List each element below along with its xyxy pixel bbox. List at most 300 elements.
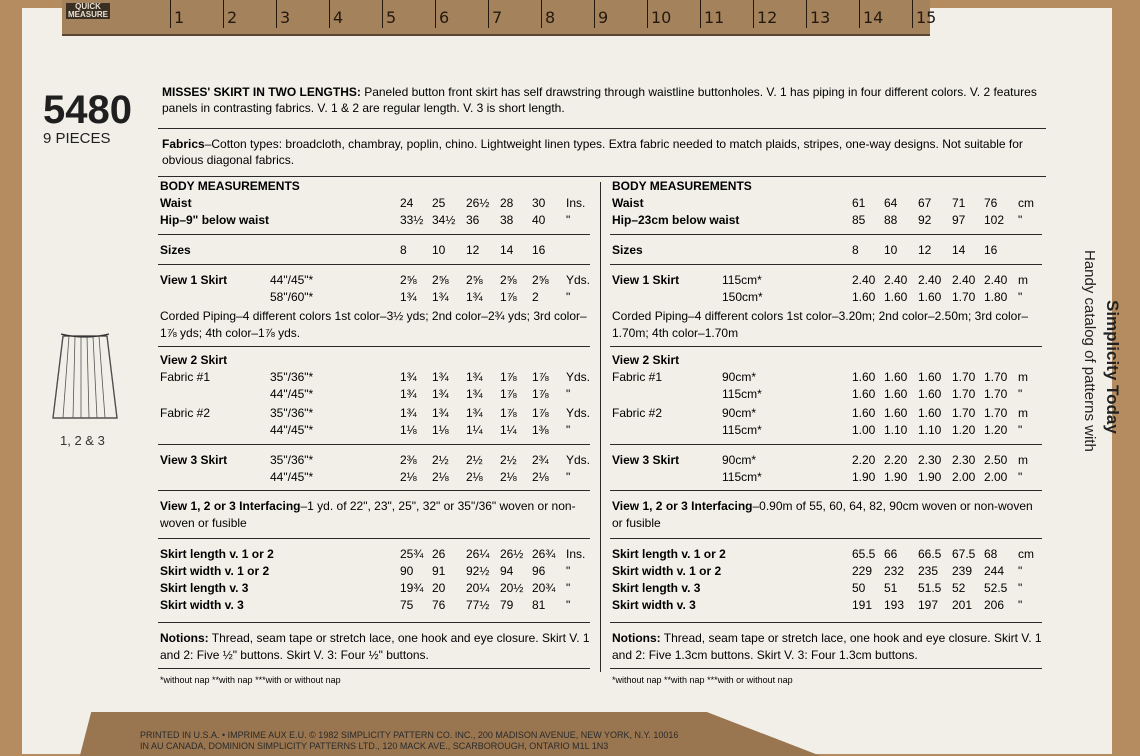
width-label: 58"/60"* — [270, 290, 314, 304]
value-cell: 2½ — [466, 453, 483, 467]
value-cell: 1⅛ — [400, 423, 417, 437]
value-cell: 51.5 — [918, 581, 942, 595]
value-cell: 97 — [952, 213, 966, 227]
value-cell: 2.40 — [884, 273, 908, 287]
unit-cell: Ins. — [566, 196, 586, 210]
value-cell: 1.70 — [952, 406, 976, 420]
value-cell: 1⅛ — [432, 423, 449, 437]
piece-count: 9 PIECES — [43, 130, 111, 147]
row-label: View 1 Skirt — [612, 273, 680, 287]
width-label: 115cm* — [722, 423, 762, 437]
row-label: Fabric #1 — [612, 370, 663, 384]
unit-cell: " — [566, 581, 571, 595]
value-cell: 1¾ — [432, 370, 449, 384]
value-cell: 2⅛ — [532, 470, 549, 484]
width-label: 44"/45"* — [270, 387, 314, 401]
value-cell: 2⅝ — [466, 273, 483, 287]
width-label: 90cm* — [722, 406, 757, 420]
ruler-number: 6 — [439, 8, 450, 27]
unit-cell: " — [1018, 387, 1023, 401]
ruler-number: 2 — [227, 8, 238, 27]
ruler-tick — [223, 0, 224, 28]
width-label: 90cm* — [722, 453, 757, 467]
value-cell: 1¾ — [400, 290, 417, 304]
ruler-tick — [329, 0, 330, 28]
value-cell: 1.60 — [884, 290, 908, 304]
unit-cell: m — [1018, 406, 1028, 420]
side-line: Handy catalog of patterns with — [1081, 250, 1098, 452]
interfacing-heading: View 1, 2 or 3 Interfacing — [160, 499, 301, 513]
row-label: View 3 Skirt — [612, 453, 680, 467]
value-cell: 90 — [400, 564, 414, 578]
value-cell: 2.20 — [884, 453, 908, 467]
unit-cell: " — [566, 470, 571, 484]
value-cell: 38 — [500, 213, 514, 227]
value-cell: 91 — [432, 564, 446, 578]
row-label: Sizes — [612, 243, 643, 257]
value-cell: 2.00 — [952, 470, 976, 484]
row-label: Sizes — [160, 243, 191, 257]
description — [162, 84, 1052, 116]
ruler-number: 3 — [280, 8, 291, 27]
ruler-number: 5 — [386, 8, 397, 27]
unit-cell: cm — [1018, 196, 1034, 210]
value-cell: 30 — [532, 196, 546, 210]
value-cell: 2.00 — [984, 470, 1008, 484]
value-cell: 1.70 — [984, 370, 1008, 384]
value-cell: 1¾ — [432, 406, 449, 420]
ruler-tick — [541, 0, 542, 28]
value-cell: 40 — [532, 213, 546, 227]
divider — [158, 264, 590, 265]
width-label: 44"/45"* — [270, 470, 314, 484]
value-cell: 88 — [884, 213, 898, 227]
unit-cell: Yds. — [566, 453, 591, 467]
value-cell: 34½ — [432, 213, 456, 227]
value-cell: 68 — [984, 547, 998, 561]
value-cell: 1¾ — [466, 290, 483, 304]
divider — [610, 264, 1042, 265]
value-cell: 235 — [918, 564, 939, 578]
value-cell: 1⅞ — [500, 370, 517, 384]
value-cell: 1⅜ — [532, 423, 549, 437]
row-label: Skirt length v. 1 or 2 — [612, 547, 726, 561]
value-cell: 1.60 — [852, 370, 876, 384]
value-cell: 2⅝ — [432, 273, 449, 287]
value-cell: 2⅝ — [400, 273, 417, 287]
value-cell: 1⅞ — [532, 370, 549, 384]
value-cell: 2⅝ — [500, 273, 517, 287]
unit-cell: " — [566, 423, 571, 437]
divider — [158, 176, 1046, 177]
value-cell: 75 — [400, 598, 414, 612]
value-cell: 26½ — [500, 547, 524, 561]
value-cell: 79 — [500, 598, 514, 612]
value-cell: 2½ — [432, 453, 449, 467]
row-label: Skirt length v. 3 — [612, 581, 701, 595]
side-catalog-text — [1078, 230, 1140, 490]
row-label: Fabric #2 — [612, 406, 663, 420]
value-cell: 65.5 — [852, 547, 876, 561]
interfacing-note — [160, 498, 590, 532]
divider — [610, 668, 1042, 669]
value-cell: 36 — [466, 213, 480, 227]
unit-cell: " — [566, 598, 571, 612]
value-cell: 1.60 — [852, 406, 876, 420]
ruler-tick — [700, 0, 701, 28]
value-cell: 2.50 — [984, 453, 1008, 467]
ruler-label: QUICK MEASURE — [67, 2, 108, 19]
value-cell: 8 — [400, 243, 407, 257]
value-cell: 8 — [852, 243, 859, 257]
unit-cell: " — [1018, 470, 1023, 484]
width-label: 90cm* — [722, 370, 757, 384]
divider — [610, 346, 1042, 347]
views-label: 1, 2 & 3 — [60, 433, 105, 448]
value-cell: 2⅝ — [532, 273, 549, 287]
value-cell: 85 — [852, 213, 866, 227]
divider — [158, 490, 590, 491]
width-label: 35"/36"* — [270, 370, 314, 384]
notions-heading: Notions: — [612, 631, 661, 645]
value-cell: 28 — [500, 196, 514, 210]
value-cell: 2.30 — [952, 453, 976, 467]
imperial-column — [158, 178, 590, 698]
interfacing-note — [612, 498, 1042, 532]
value-cell: 14 — [952, 243, 966, 257]
value-cell: 1¾ — [466, 406, 483, 420]
ruler-tick — [859, 0, 860, 28]
value-cell: 1.60 — [852, 387, 876, 401]
ruler-tick — [435, 0, 436, 28]
notions-text: Thread, seam tape or stretch lace, one hook and eye closure. Skirt V. 1 and 2: Five ½" buttons. Skirt V. 3: Four ½" buttons. — [160, 631, 590, 662]
value-cell: 1⅞ — [500, 290, 517, 304]
value-cell: 67.5 — [952, 547, 976, 561]
divider — [610, 234, 1042, 235]
value-cell: 52 — [952, 581, 966, 595]
divider — [158, 668, 590, 669]
row-label: View 3 Skirt — [160, 453, 228, 467]
ruler-tick — [912, 0, 913, 28]
ruler-number: 7 — [492, 8, 503, 27]
value-cell: 50 — [852, 581, 866, 595]
row-label: Fabric #1 — [160, 370, 211, 384]
value-cell: 206 — [984, 598, 1005, 612]
value-cell: 16 — [984, 243, 998, 257]
unit-cell: cm — [1018, 547, 1034, 561]
footnote: *without nap **with nap ***with or without nap — [612, 675, 793, 685]
divider — [158, 128, 1046, 129]
value-cell: 1.60 — [852, 290, 876, 304]
value-cell: 66 — [884, 547, 898, 561]
unit-cell: " — [566, 213, 571, 227]
ruler-tick — [753, 0, 754, 28]
column-divider — [600, 182, 601, 672]
value-cell: 26½ — [466, 196, 490, 210]
value-cell: 2.30 — [918, 453, 942, 467]
value-cell: 1.20 — [984, 423, 1008, 437]
value-cell: 1.10 — [884, 423, 908, 437]
unit-cell: m — [1018, 370, 1028, 384]
ruler-number: 15 — [916, 8, 937, 27]
value-cell: 232 — [884, 564, 905, 578]
side-title: Simplicity Today — [1103, 300, 1122, 434]
value-cell: 1.60 — [918, 387, 942, 401]
pattern-number: 5480 — [43, 88, 132, 132]
unit-cell: " — [1018, 290, 1023, 304]
ruler-number: 10 — [651, 8, 672, 27]
value-cell: 1⅞ — [532, 406, 549, 420]
value-cell: 26¼ — [466, 547, 490, 561]
value-cell: 1¾ — [432, 290, 449, 304]
value-cell: 193 — [884, 598, 905, 612]
interfacing-text: –0.90m of 55, 60, 64, 82, 90cm woven or non-woven or fusible — [612, 499, 1033, 530]
unit-cell: m — [1018, 273, 1028, 287]
value-cell: 2⅛ — [432, 470, 449, 484]
notions — [160, 630, 592, 664]
value-cell: 94 — [500, 564, 514, 578]
divider — [158, 538, 590, 539]
unit-cell: " — [1018, 213, 1023, 227]
row-label: Skirt width v. 3 — [612, 598, 696, 612]
piping-note: Corded Piping–4 different colors 1st color–3½ yds; 2nd color–2¾ yds; 3rd color–1⅞ yds; 4th color–1⅞ yds. — [160, 309, 587, 340]
value-cell: 92 — [918, 213, 932, 227]
value-cell: 2.40 — [918, 273, 942, 287]
value-cell: 2.40 — [984, 273, 1008, 287]
ruler-number: 1 — [174, 8, 185, 27]
value-cell: 244 — [984, 564, 1005, 578]
value-cell: 239 — [952, 564, 973, 578]
value-cell: 1¾ — [466, 387, 483, 401]
piping-note: Corded Piping–4 different colors 1st color–3.20m; 2nd color–2.50m; 3rd color–1.70m; 4th color–1.70m — [612, 309, 1029, 340]
section-heading: BODY MEASUREMENTS — [160, 179, 300, 193]
value-cell: 61 — [852, 196, 866, 210]
divider — [158, 346, 590, 347]
value-cell: 96 — [532, 564, 546, 578]
value-cell: 2½ — [500, 453, 517, 467]
value-cell: 76 — [432, 598, 446, 612]
value-cell: 67 — [918, 196, 932, 210]
unit-cell: Yds. — [566, 406, 591, 420]
value-cell: 2.40 — [952, 273, 976, 287]
row-label: View 1 Skirt — [160, 273, 228, 287]
ruler-number: 8 — [545, 8, 556, 27]
row-label: Skirt width v. 1 or 2 — [160, 564, 270, 578]
description-text: Paneled button front skirt has self drawstring through waistline buttonholes. V. 1 has piping in four different colors. V. 2 features panels in contrasting fabrics. V. 1 & 2 are regular length. V. 3 is short length. — [162, 85, 1037, 115]
value-cell: 191 — [852, 598, 873, 612]
unit-cell: " — [566, 564, 571, 578]
skirt-sketch-icon — [45, 330, 125, 422]
value-cell: 25¾ — [400, 547, 424, 561]
ruler-tick — [488, 0, 489, 28]
ruler-number: 12 — [757, 8, 778, 27]
value-cell: 20½ — [500, 581, 524, 595]
printed-line-2: IN AU CANADA, DOMINION SIMPLICITY PATTERNS LTD., 120 MACK AVE., SCARBOROUGH, ONTARIO M1L 1N3 — [140, 741, 609, 751]
fabrics — [162, 136, 1052, 168]
width-label: 44"/45"* — [270, 273, 314, 287]
unit-cell: " — [566, 290, 571, 304]
width-label: 35"/36"* — [270, 453, 314, 467]
notions-heading: Notions: — [160, 631, 209, 645]
value-cell: 1.20 — [952, 423, 976, 437]
value-cell: 1.70 — [952, 290, 976, 304]
width-label: 115cm* — [722, 387, 762, 401]
value-cell: 52.5 — [984, 581, 1008, 595]
divider — [158, 622, 590, 623]
value-cell: 1.60 — [884, 370, 908, 384]
interfacing-text: –1 yd. of 22", 23", 25", 32" or 35"/36" woven or non-woven or fusible — [160, 499, 576, 530]
ruler-tick — [594, 0, 595, 28]
divider — [158, 234, 590, 235]
value-cell: 1.70 — [984, 406, 1008, 420]
interfacing-heading: View 1, 2 or 3 Interfacing — [612, 499, 753, 513]
value-cell: 81 — [532, 598, 546, 612]
value-cell: 24 — [400, 196, 414, 210]
row-label: Waist — [160, 196, 192, 210]
fabrics-text: –Cotton types: broadcloth, chambray, poplin, chino. Lightweight linen types. Extra fabric needed to match plaids, stripes, one-way designs. Not suitable for obvious diagonal fabrics. — [162, 137, 1023, 167]
quick-measure-ruler — [62, 0, 937, 36]
printed-line — [140, 730, 678, 752]
unit-cell: Ins. — [566, 547, 586, 561]
ruler-number: 9 — [598, 8, 609, 27]
value-cell: 197 — [918, 598, 939, 612]
value-cell: 1⅞ — [500, 387, 517, 401]
value-cell: 2⅜ — [400, 453, 417, 467]
value-cell: 1.60 — [918, 290, 942, 304]
row-label: Skirt length v. 1 or 2 — [160, 547, 274, 561]
divider — [610, 622, 1042, 623]
value-cell: 1.70 — [984, 387, 1008, 401]
value-cell: 229 — [852, 564, 873, 578]
value-cell: 1¾ — [400, 406, 417, 420]
value-cell: 64 — [884, 196, 898, 210]
ruler-tick — [382, 0, 383, 28]
value-cell: 1.90 — [918, 470, 942, 484]
notions — [612, 630, 1044, 664]
unit-cell: " — [1018, 581, 1023, 595]
divider — [610, 538, 1042, 539]
unit-cell: " — [566, 387, 571, 401]
value-cell: 26¾ — [532, 547, 556, 561]
value-cell: 1¾ — [400, 370, 417, 384]
row-label: Hip–23cm below waist — [612, 213, 740, 227]
value-cell: 102 — [984, 213, 1005, 227]
ruler-number: 13 — [810, 8, 831, 27]
value-cell: 1⅞ — [500, 406, 517, 420]
value-cell: 19¾ — [400, 581, 424, 595]
value-cell: 201 — [952, 598, 973, 612]
value-cell: 33½ — [400, 213, 424, 227]
value-cell: 1.60 — [918, 370, 942, 384]
width-label: 150cm* — [722, 290, 763, 304]
row-label: View 2 Skirt — [612, 353, 680, 367]
row-label: Skirt width v. 1 or 2 — [612, 564, 722, 578]
value-cell: 1.60 — [918, 406, 942, 420]
footnote: *without nap **with nap ***with or without nap — [160, 675, 341, 685]
value-cell: 1.80 — [984, 290, 1008, 304]
unit-cell: Yds. — [566, 273, 591, 287]
unit-cell: Yds. — [566, 370, 591, 384]
unit-cell: " — [1018, 564, 1023, 578]
value-cell: 1.00 — [852, 423, 876, 437]
fabrics-heading: Fabrics — [162, 137, 205, 151]
value-cell: 10 — [884, 243, 898, 257]
value-cell: 2¾ — [532, 453, 549, 467]
value-cell: 66.5 — [918, 547, 942, 561]
value-cell: 14 — [500, 243, 514, 257]
value-cell: 1¾ — [466, 370, 483, 384]
value-cell: 2 — [532, 290, 539, 304]
value-cell: 1¼ — [466, 423, 483, 437]
metric-column — [610, 178, 1042, 698]
value-cell: 12 — [466, 243, 480, 257]
description-heading: MISSES' SKIRT IN TWO LENGTHS: — [162, 85, 361, 99]
ruler-number: 11 — [704, 8, 725, 27]
value-cell: 1.90 — [884, 470, 908, 484]
notions-text: Thread, seam tape or stretch lace, one hook and eye closure. Skirt V. 1 and 2: Five 1.3cm buttons. Skirt V. 3: Four 1.3cm buttons. — [612, 631, 1042, 662]
value-cell: 2.40 — [852, 273, 876, 287]
value-cell: 26 — [432, 547, 446, 561]
row-label: Fabric #2 — [160, 406, 211, 420]
value-cell: 1¼ — [500, 423, 517, 437]
section-heading: BODY MEASUREMENTS — [612, 179, 752, 193]
row-label: Skirt width v. 3 — [160, 598, 244, 612]
divider — [610, 444, 1042, 445]
value-cell: 25 — [432, 196, 446, 210]
value-cell: 77½ — [466, 598, 490, 612]
value-cell: 2⅛ — [466, 470, 483, 484]
value-cell: 1.70 — [952, 387, 976, 401]
ruler-tick — [276, 0, 277, 28]
value-cell: 71 — [952, 196, 966, 210]
row-label: Waist — [612, 196, 644, 210]
ruler-tick — [647, 0, 648, 28]
value-cell: 1.90 — [852, 470, 876, 484]
value-cell: 12 — [918, 243, 932, 257]
width-label: 115cm* — [722, 470, 762, 484]
value-cell: 76 — [984, 196, 998, 210]
value-cell: 20¾ — [532, 581, 556, 595]
value-cell: 92½ — [466, 564, 490, 578]
ruler-tick — [806, 0, 807, 28]
value-cell: 10 — [432, 243, 446, 257]
value-cell: 51 — [884, 581, 898, 595]
unit-cell: " — [1018, 598, 1023, 612]
value-cell: 2⅛ — [500, 470, 517, 484]
value-cell: 20¼ — [466, 581, 490, 595]
value-cell: 1.60 — [884, 406, 908, 420]
width-label: 44"/45"* — [270, 423, 314, 437]
value-cell: 1¾ — [400, 387, 417, 401]
ruler-number: 4 — [333, 8, 344, 27]
row-label: View 2 Skirt — [160, 353, 228, 367]
ruler-tick — [170, 0, 171, 28]
width-label: 35"/36"* — [270, 406, 314, 420]
divider — [158, 444, 590, 445]
value-cell: 2⅛ — [400, 470, 417, 484]
value-cell: 16 — [532, 243, 546, 257]
width-label: 115cm* — [722, 273, 762, 287]
divider — [610, 490, 1042, 491]
printed-line-1: PRINTED IN U.S.A. • IMPRIME AUX E.U. © 1982 SIMPLICITY PATTERN CO. INC., 200 MADISON AVENUE, NEW YORK, N.Y. 10016 — [140, 730, 679, 740]
value-cell: 20 — [432, 581, 446, 595]
value-cell: 1⅞ — [532, 387, 549, 401]
value-cell: 1.60 — [884, 387, 908, 401]
ruler-number: 14 — [863, 8, 884, 27]
value-cell: 1.10 — [918, 423, 942, 437]
value-cell: 1¾ — [432, 387, 449, 401]
unit-cell: m — [1018, 453, 1028, 467]
